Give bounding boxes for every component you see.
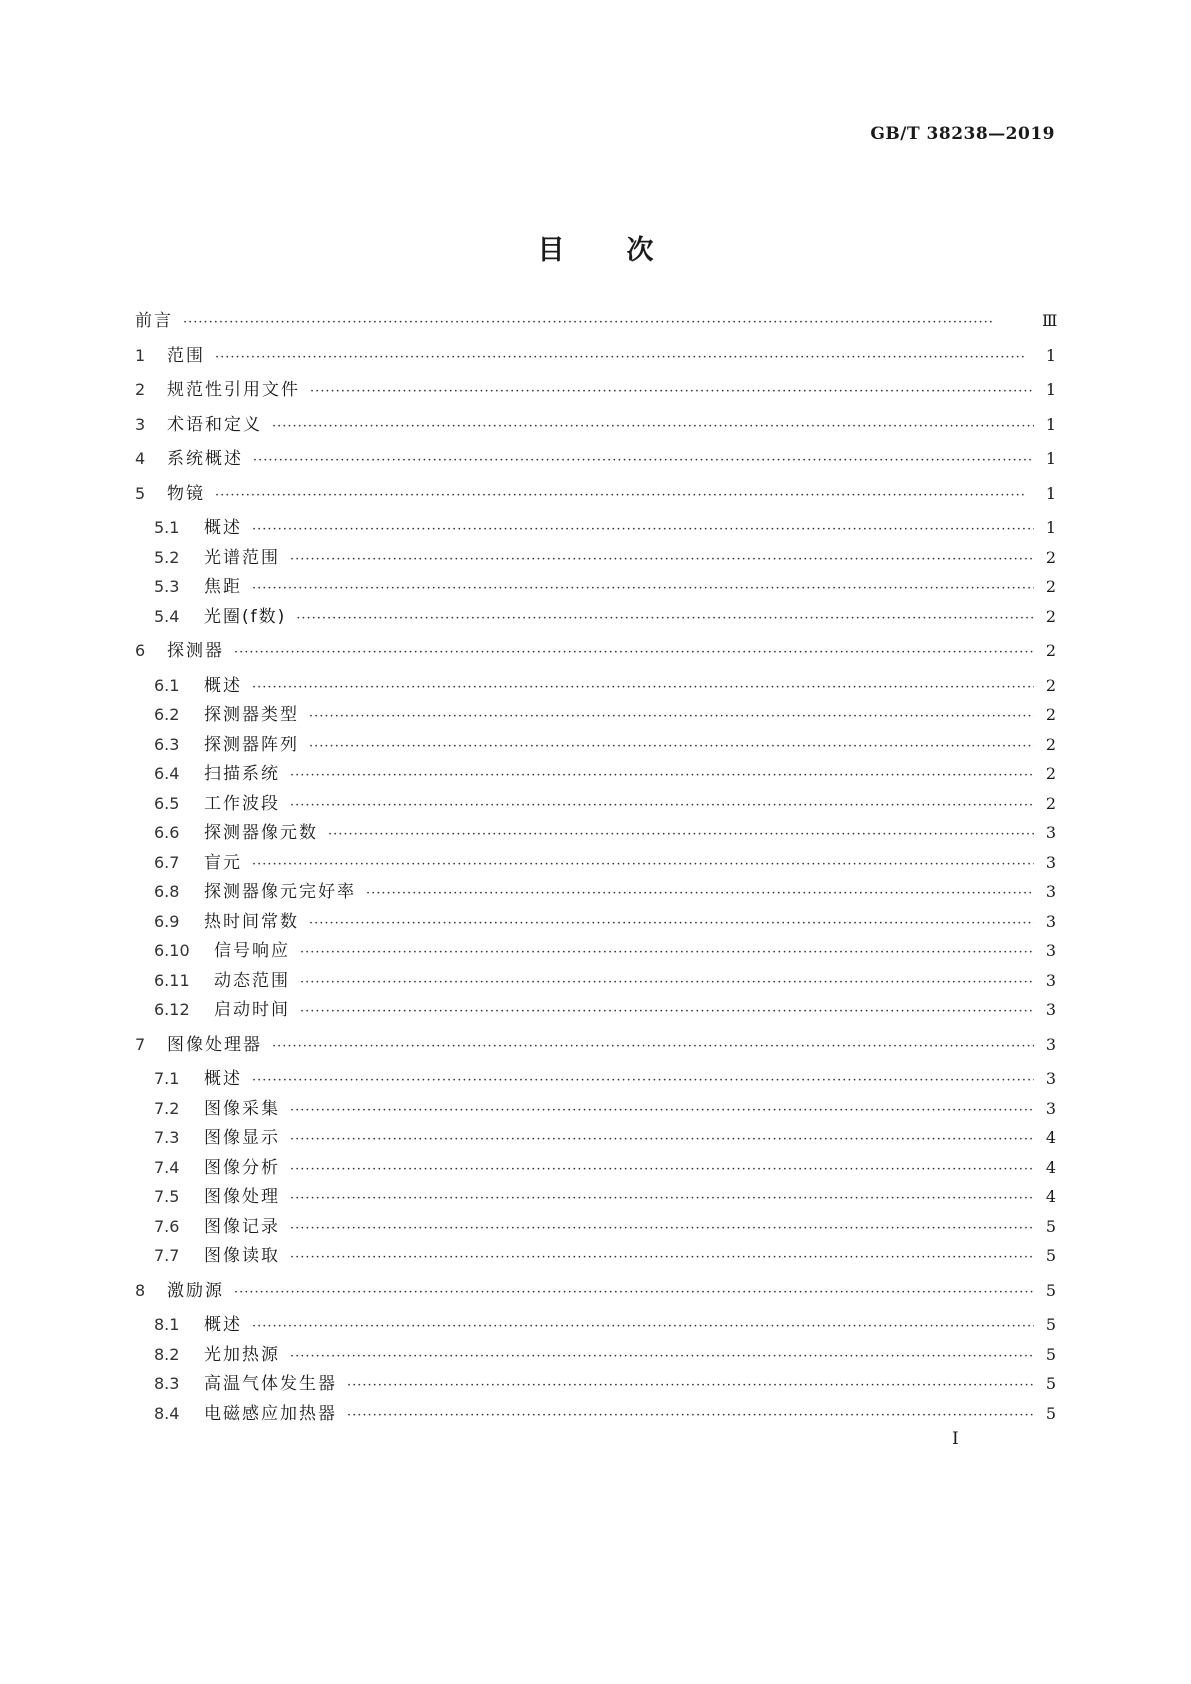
toc-entry-number: 5 (135, 484, 146, 503)
toc-entry-page: 2 (1045, 794, 1056, 813)
toc-entry[interactable] (154, 1096, 1056, 1122)
page-number: Ⅰ (952, 1429, 959, 1449)
toc-entry-label: 图像分析 (204, 1158, 280, 1178)
toc-dot-leader (300, 999, 1034, 1025)
toc-entry-label: 概述 (204, 518, 242, 538)
toc-entry-label: 启动时间 (214, 1000, 290, 1020)
toc-entry-label: 光谱范围 (204, 548, 280, 568)
toc-entry[interactable] (154, 574, 1056, 600)
toc-dot-leader (234, 1280, 1034, 1306)
standard-code: GB/T 38238—2019 (870, 124, 1055, 144)
toc-dot-leader (310, 379, 1034, 405)
toc-entry[interactable] (154, 1371, 1056, 1397)
toc-entry-page: 5 (1045, 1315, 1056, 1334)
toc-entry-page: 5 (1045, 1217, 1056, 1236)
toc-entry[interactable] (135, 412, 1056, 438)
toc-entry-label: 物镜 (167, 484, 205, 504)
toc-entry-number: 6.2 (154, 705, 180, 724)
toc-entry-page: 3 (1045, 1035, 1056, 1054)
toc-entry[interactable] (154, 909, 1056, 935)
toc-entry-label: 探测器像元数 (204, 823, 318, 843)
toc-entry-number: 8 (135, 1281, 146, 1300)
toc-dot-leader (272, 1034, 1034, 1060)
toc-entry-number: 8.1 (154, 1315, 180, 1334)
toc-dot-leader (290, 1098, 1034, 1124)
toc-entry-page: 2 (1045, 641, 1056, 660)
toc-entry[interactable] (154, 1342, 1056, 1368)
toc-dot-leader (290, 1344, 1034, 1370)
toc-entry-label: 探测器 (167, 641, 224, 661)
toc-entry-page: 2 (1045, 676, 1056, 695)
toc-entry-page: 2 (1045, 548, 1056, 567)
toc-entry[interactable] (135, 638, 1056, 664)
toc-entry[interactable] (154, 938, 1056, 964)
toc-entry-number: 6 (135, 641, 146, 660)
toc-entry-label: 术语和定义 (167, 415, 262, 435)
toc-entry-page: 5 (1045, 1404, 1056, 1423)
toc-entry-number: 7.2 (154, 1099, 180, 1118)
toc-entry[interactable] (154, 515, 1056, 541)
toc-dot-leader (290, 1245, 1034, 1271)
toc-entry-number: 6.1 (154, 676, 180, 695)
title-char-1: 目 (537, 235, 565, 266)
toc-dot-leader (183, 310, 1034, 336)
toc-dot-leader (215, 483, 1034, 509)
toc-entry-label: 前言 (135, 311, 173, 331)
toc-entry[interactable] (154, 1125, 1056, 1151)
toc-entry-label: 扫描系统 (204, 764, 280, 784)
toc-entry-page: 3 (1045, 971, 1056, 990)
toc-entry-number: 6.12 (154, 1000, 190, 1019)
toc-dot-leader (347, 1373, 1034, 1399)
toc-entry-page: 3 (1045, 1000, 1056, 1019)
toc-entry-page: 2 (1045, 764, 1056, 783)
toc-entry[interactable] (154, 1184, 1056, 1210)
toc-dot-leader (290, 1157, 1034, 1183)
toc-entry[interactable] (154, 997, 1056, 1023)
toc-entry-page: 3 (1045, 912, 1056, 931)
toc-entry[interactable] (154, 761, 1056, 787)
toc-entry-number: 6.8 (154, 882, 180, 901)
toc-dot-leader (290, 1127, 1034, 1153)
toc-dot-leader (252, 576, 1034, 602)
toc-dot-leader (290, 793, 1034, 819)
toc-entry-number: 3 (135, 415, 146, 434)
toc-entry-label: 高温气体发生器 (204, 1374, 337, 1394)
toc-entry-page: 1 (1045, 415, 1056, 434)
toc-entry-page: 4 (1045, 1128, 1056, 1147)
toc-entry-number: 8.2 (154, 1345, 180, 1364)
toc-entry-number: 7.6 (154, 1217, 180, 1236)
toc-entry-number: 7.3 (154, 1128, 180, 1147)
toc-entry-number: 8.3 (154, 1374, 180, 1393)
toc-entry[interactable] (154, 850, 1056, 876)
toc-entry-label: 探测器像元完好率 (204, 882, 356, 902)
toc-entry-label: 光圈(f数) (204, 607, 287, 627)
toc-dot-leader (253, 448, 1034, 474)
toc-entry-label: 盲元 (204, 853, 242, 873)
toc-entry-number: 7.4 (154, 1158, 180, 1177)
toc-entry-number: 5.2 (154, 548, 180, 567)
toc-entry-number: 6.6 (154, 823, 180, 842)
toc-entry-label: 探测器阵列 (204, 735, 299, 755)
toc-entry-number: 4 (135, 449, 146, 468)
toc-entry-label: 图像采集 (204, 1099, 280, 1119)
toc-entry-label: 电磁感应加热器 (204, 1404, 337, 1424)
toc-entry[interactable] (135, 308, 1056, 334)
toc-entry-page: 5 (1045, 1374, 1056, 1393)
toc-entry-number: 6.11 (154, 971, 190, 990)
toc-dot-leader (290, 1216, 1034, 1242)
toc-entry-number: 7.7 (154, 1246, 180, 1265)
toc-dot-leader (290, 763, 1034, 789)
toc-entry[interactable] (135, 481, 1056, 507)
toc-dot-leader (252, 1314, 1034, 1340)
toc-entry-number: 2 (135, 380, 146, 399)
toc-dot-leader (290, 1186, 1034, 1212)
toc-entry-number: 6.7 (154, 853, 180, 872)
toc-entry[interactable] (154, 1066, 1056, 1092)
toc-entry-label: 概述 (204, 676, 242, 696)
toc-entry-page: 5 (1045, 1246, 1056, 1265)
toc-entry-page: 3 (1045, 1069, 1056, 1088)
toc-entry-page: 4 (1045, 1158, 1056, 1177)
toc-dot-leader (366, 881, 1034, 907)
toc-dot-leader (252, 675, 1034, 701)
toc-entry-page: Ⅲ (1042, 311, 1058, 330)
toc-entry-page: 3 (1045, 941, 1056, 960)
toc-entry-number: 6.10 (154, 941, 190, 960)
toc-entry-label: 概述 (204, 1315, 242, 1335)
toc-entry-page: 1 (1045, 449, 1056, 468)
toc-entry-label: 激励源 (167, 1281, 224, 1301)
toc-entry[interactable] (154, 791, 1056, 817)
toc-entry-page: 5 (1045, 1345, 1056, 1364)
toc-entry[interactable] (135, 1278, 1056, 1304)
toc-dot-leader (252, 852, 1034, 878)
toc-entry-label: 规范性引用文件 (167, 380, 300, 400)
toc-entry[interactable] (154, 968, 1056, 994)
toc-entry-page: 3 (1045, 1099, 1056, 1118)
toc-entry-label: 焦距 (204, 577, 242, 597)
toc-entry-number: 6.4 (154, 764, 180, 783)
toc-entry-number: 5.4 (154, 607, 180, 626)
toc-entry[interactable] (154, 1401, 1056, 1427)
toc-dot-leader (252, 1068, 1034, 1094)
toc-dot-leader (347, 1403, 1034, 1429)
toc-entry-label: 工作波段 (204, 794, 280, 814)
toc-entry[interactable] (154, 1155, 1056, 1181)
toc-entry-label: 热时间常数 (204, 912, 299, 932)
toc-entry[interactable] (135, 343, 1056, 369)
toc-entry-page: 5 (1045, 1281, 1056, 1300)
toc-entry-page: 2 (1045, 705, 1056, 724)
toc-entry[interactable] (154, 1214, 1056, 1240)
toc-entry-label: 探测器类型 (204, 705, 299, 725)
toc-entry-page: 2 (1045, 577, 1056, 596)
toc-dot-leader (296, 606, 1034, 632)
toc-dot-leader (272, 414, 1034, 440)
toc-entry[interactable] (135, 1032, 1056, 1058)
title-char-2: 次 (626, 235, 654, 266)
toc-dot-leader (300, 940, 1034, 966)
toc-entry[interactable] (135, 446, 1056, 472)
toc-entry-page: 2 (1045, 735, 1056, 754)
page-title (0, 228, 1191, 267)
toc-dot-leader (309, 704, 1034, 730)
toc-entry-number: 6.9 (154, 912, 180, 931)
toc-entry-number: 5.1 (154, 518, 180, 537)
toc-entry-number: 7.5 (154, 1187, 180, 1206)
toc-entry-number: 7 (135, 1035, 146, 1054)
toc-entry-label: 图像记录 (204, 1217, 280, 1237)
toc-dot-leader (290, 547, 1034, 573)
toc-entry-page: 1 (1045, 518, 1056, 537)
toc-entry-number: 1 (135, 346, 146, 365)
toc-entry[interactable] (154, 820, 1056, 846)
toc-entry-label: 系统概述 (167, 449, 243, 469)
toc-entry-number: 5.3 (154, 577, 180, 596)
toc-entry[interactable] (154, 732, 1056, 758)
toc-entry[interactable] (154, 879, 1056, 905)
toc-dot-leader (309, 911, 1034, 937)
toc-entry-label: 范围 (167, 346, 205, 366)
toc-entry-label: 图像处理器 (167, 1035, 262, 1055)
toc-entry-page: 3 (1045, 882, 1056, 901)
toc-entry[interactable] (154, 673, 1056, 699)
toc-entry-label: 动态范围 (214, 971, 290, 991)
toc-dot-leader (328, 822, 1034, 848)
toc-entry[interactable] (154, 604, 1056, 630)
toc-entry-number: 7.1 (154, 1069, 180, 1088)
toc-entry-page: 1 (1045, 484, 1056, 503)
toc-entry[interactable] (135, 377, 1056, 403)
toc-dot-leader (300, 970, 1034, 996)
toc-entry-page: 1 (1045, 380, 1056, 399)
toc-dot-leader (309, 734, 1034, 760)
toc-entry-number: 6.5 (154, 794, 180, 813)
toc-entry-number: 8.4 (154, 1404, 180, 1423)
toc-entry-page: 3 (1045, 853, 1056, 872)
toc-entry-label: 光加热源 (204, 1345, 280, 1365)
toc-entry-label: 图像读取 (204, 1246, 280, 1266)
toc-entry-label: 概述 (204, 1069, 242, 1089)
toc-entry-label: 信号响应 (214, 941, 290, 961)
toc-entry-label: 图像显示 (204, 1128, 280, 1148)
toc-dot-leader (234, 640, 1034, 666)
toc-entry[interactable] (154, 1312, 1056, 1338)
toc-entry-number: 6.3 (154, 735, 180, 754)
toc-entry[interactable] (154, 1243, 1056, 1269)
toc-entry[interactable] (154, 545, 1056, 571)
toc-entry-page: 2 (1045, 607, 1056, 626)
toc-entry-page: 1 (1045, 346, 1056, 365)
toc-dot-leader (252, 517, 1034, 543)
toc-entry-label: 图像处理 (204, 1187, 280, 1207)
toc-entry-page: 4 (1045, 1187, 1056, 1206)
toc-entry-page: 3 (1045, 823, 1056, 842)
toc-entry[interactable] (154, 702, 1056, 728)
toc-dot-leader (215, 345, 1034, 371)
